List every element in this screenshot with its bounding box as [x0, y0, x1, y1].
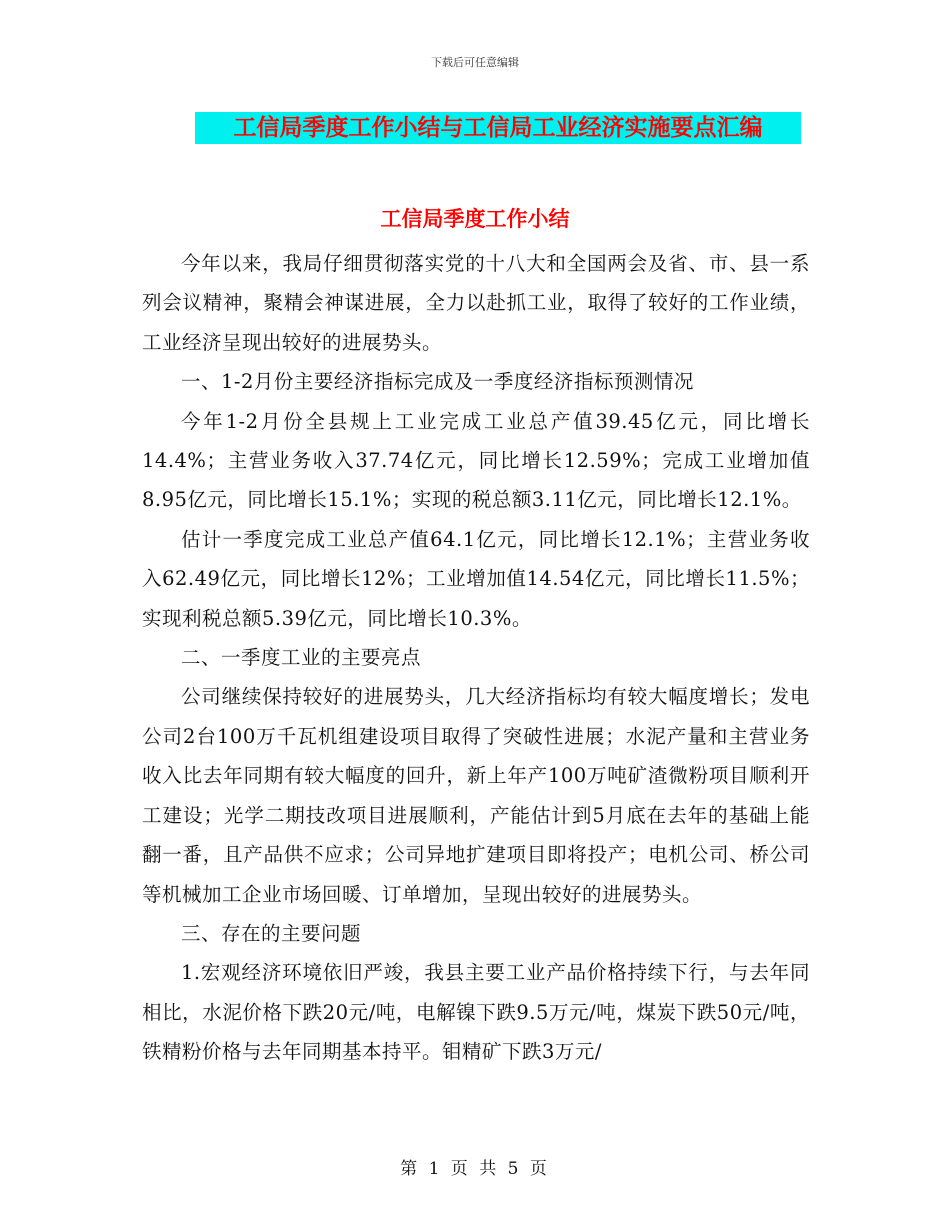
paragraph: 估计一季度完成工业总产值64.1亿元，同比增长12.1%；主营业务收入62.49亿元，同比增长12%；工业增加值14.54亿元，同比增长11.5%；实现利税总额5.39亿元，同比增长10.3%。: [142, 527, 810, 630]
section-title: 工信局季度工作小结: [380, 207, 570, 231]
paragraph: 今年以来，我局仔细贯彻落实党的十八大和全国两会及省、市、县一系列会议精神，聚精会神谋进展，全力以赴抓工业，取得了较好的工作业绩，工业经济呈现出较好的进展势头。: [142, 252, 810, 354]
main-title-highlight: [195, 112, 801, 144]
page-number: 第 1 页 共 5 页: [400, 1159, 550, 1179]
paragraph: 三、存在的主要问题: [181, 921, 362, 945]
main-title: 工信局季度工作小结与工信局工业经济实施要点汇编: [233, 115, 763, 141]
paragraph: 二、一季度工业的主要亮点: [181, 646, 422, 670]
body-text: [142, 244, 810, 1072]
paragraph: 公司继续保持较好的进展势头，几大经济指标均有较大幅度增长；发电公司2台100万千瓦机组建设项目取得了突破性进展；水泥产量和主营业务收入比去年同期有较大幅度的回升，新上年产100万吨矿渣微粉项目顺利开工建设；光学二期技改项目进展顺利，产能估计到5月底在去年的基础上能翻一番，且产品供不应求；公司异地扩建项目即将投产；电机公司、桥公司等机械加工企业市场回暖、订单增加，呈现出较好的进展势头。: [142, 685, 810, 906]
header-note: 下载后可任意编辑: [431, 56, 519, 69]
paragraph: 1.宏观经济环境依旧严竣，我县主要工业产品价格持续下行，与去年同相比，水泥价格下跌20元/吨，电解镍下跌9.5万元/吨，煤炭下跌50元/吨，铁精粉价格与去年同期基本持平。钼精矿下跌3万元/: [142, 961, 810, 1064]
paragraph: 一、1-2月份主要经济指标完成及一季度经济指标预测情况: [181, 370, 694, 394]
paragraph: 今年1-2月份全县规上工业完成工业总产值39.45亿元，同比增长14.4%；主营业务收入37.74亿元，同比增长12.59%；完成工业增加值8.95亿元，同比增长15.1%；实现的税总额3.11亿元，同比增长12.1%。: [142, 409, 810, 512]
